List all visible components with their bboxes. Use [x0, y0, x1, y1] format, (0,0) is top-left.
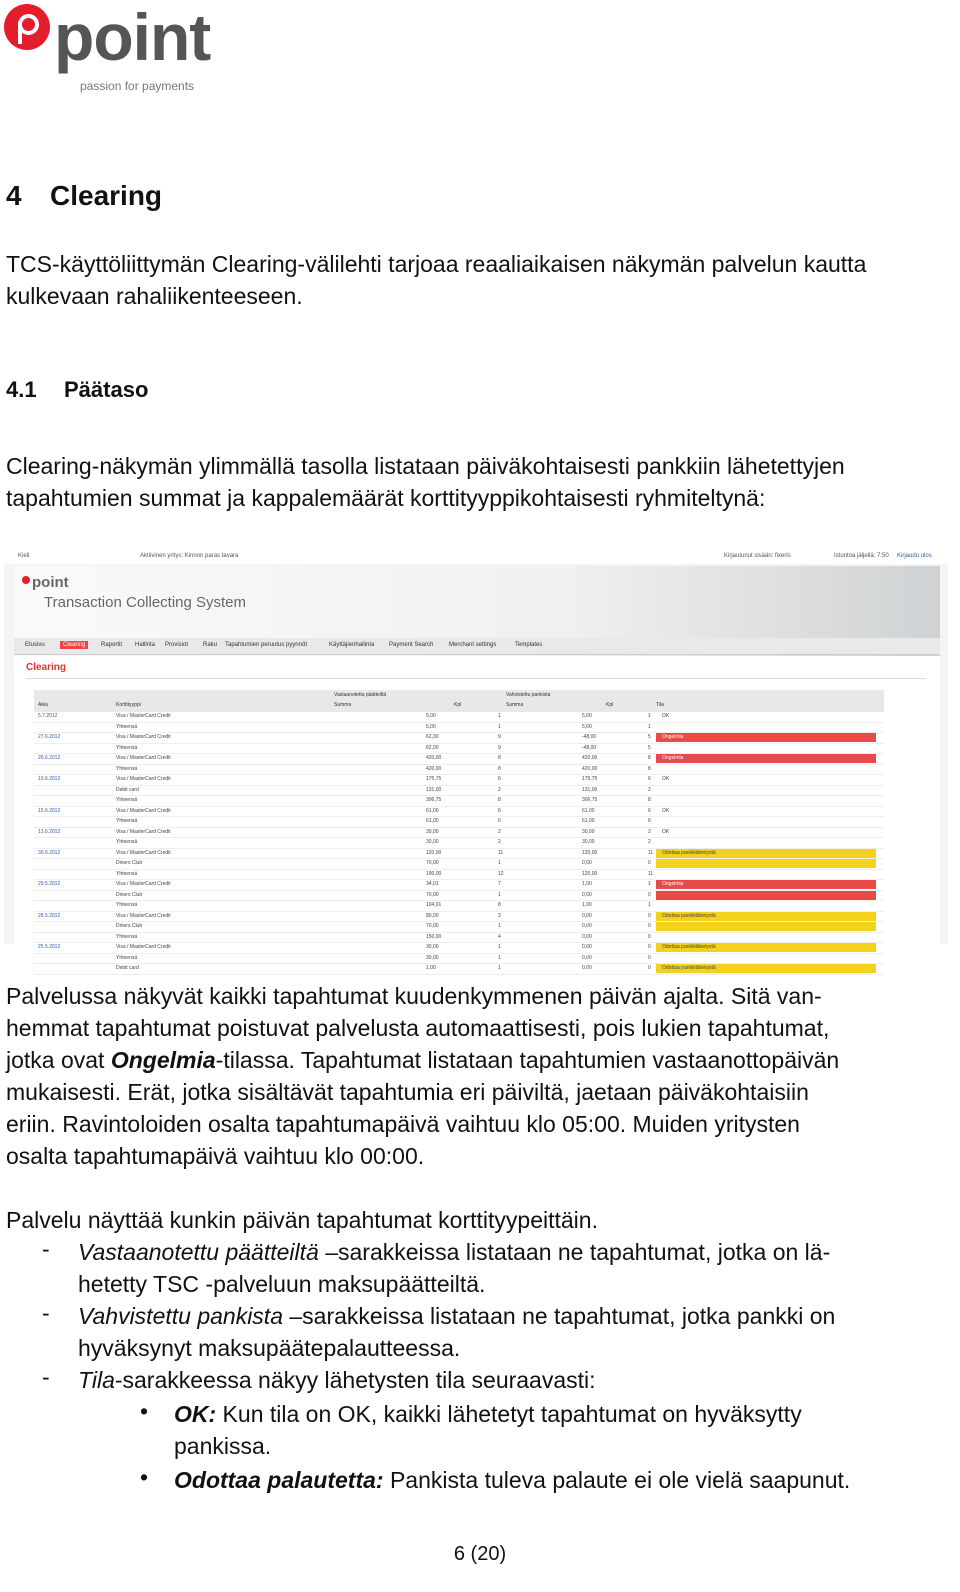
confirmed-sum-cell: 61,00: [582, 818, 595, 824]
p1-line-5: eriin. Ravintoloiden osalta tapahtumapäivä vaihtuu klo 05:00. Muiden yritysten: [6, 1111, 800, 1137]
card-type-cell: Yhteensä: [116, 933, 138, 940]
table-row[interactable]: [34, 964, 884, 975]
confirmed-sum-cell: 420,00: [582, 755, 598, 761]
item1-line1: –sarakkeissa listataan ne tapahtumat, jotka on lä-: [318, 1239, 831, 1265]
received-sum-cell: 61,00: [426, 818, 439, 824]
received-sum-cell: 30,00: [426, 954, 439, 961]
confirmed-count-cell: 6: [648, 776, 651, 782]
status-cell: [656, 880, 876, 889]
status-label: Ongelmia: [662, 755, 684, 761]
item2-line1: –sarakkeissa listataan ne tapahtumat, jotka pankki on: [283, 1303, 836, 1329]
tab-hallinta[interactable]: Hallinta: [135, 642, 156, 648]
received-sum-cell: 190,00: [426, 870, 442, 877]
table-row[interactable]: [34, 870, 884, 881]
p1-line-2: hemmat tapahtumat poistuvat palvelusta automaattisesti, pois lukien tapahtumat,: [6, 1015, 830, 1041]
received-sum-cell: 70,00: [426, 891, 439, 898]
card-type-cell: Visa / MasterCard Credit: [116, 734, 171, 740]
table-row[interactable]: [34, 765, 884, 776]
table-row[interactable]: [34, 838, 884, 849]
received-sum-cell: 61,00: [426, 807, 439, 814]
tab-templates[interactable]: Templates: [515, 642, 543, 648]
p1-line-3-b: -tilassa. Tapahtumat listataan tapahtumien vastaanottopäivän: [215, 1047, 840, 1073]
received-count-cell: 1: [498, 944, 501, 950]
received-count-cell: 11: [498, 849, 504, 856]
received-count-cell: 2: [498, 786, 501, 793]
tab-raportit[interactable]: Raportit: [101, 642, 123, 648]
received-sum-cell: 150,00: [426, 933, 442, 940]
status-cell: [656, 775, 876, 784]
card-type-cell: Yhteensä: [116, 723, 138, 730]
tcs-topbar: [4, 548, 948, 564]
tab-payment-search[interactable]: Payment Search: [389, 642, 434, 648]
active-company[interactable]: Aktiivinen yritys: Kinnon paras tavara: [140, 553, 239, 559]
confirmed-count-cell: 0: [648, 891, 651, 898]
clearing-title: Clearing: [26, 662, 67, 673]
received-count-cell: 6: [498, 776, 501, 782]
received-count-cell: 1: [498, 891, 501, 898]
table-row[interactable]: [34, 733, 884, 744]
language-label: Kieli: [18, 553, 30, 559]
status-cell: [656, 754, 876, 763]
card-type-cell: Visa / MasterCard Credit: [116, 776, 171, 782]
col-tila[interactable]: Tila: [656, 702, 664, 708]
table-row[interactable]: [34, 933, 884, 944]
received-sum-cell: 70,00: [426, 860, 439, 866]
divider: [26, 678, 926, 679]
status-cell: [656, 733, 876, 742]
dash-3: -: [42, 1364, 50, 1390]
table-row[interactable]: [34, 754, 884, 765]
ongelmia-term: Ongelmia: [110, 1047, 216, 1073]
term-tila: Tila: [78, 1367, 115, 1393]
confirmed-sum-cell: 0,00: [582, 891, 592, 898]
status-cell: [656, 922, 876, 931]
received-count-cell: 9: [498, 744, 501, 751]
confirmed-count-cell: 1: [648, 713, 651, 719]
card-type-cell: Visa / MasterCard Credit: [116, 713, 171, 719]
tab-raku[interactable]: Raku: [203, 642, 218, 648]
confirmed-count-cell: 5: [648, 734, 651, 740]
status-cell: [656, 807, 876, 816]
card-type-cell: Visa / MasterCard Credit: [116, 912, 171, 919]
status-cell: [656, 870, 876, 879]
item2-line2: hyväksynyt maksupäätepalautteessa.: [78, 1335, 461, 1361]
table-row[interactable]: [34, 775, 884, 786]
confirmed-sum-cell: 131,00: [582, 786, 598, 793]
confirmed-count-cell: 6: [648, 818, 651, 824]
card-type-cell: Debit card: [116, 965, 139, 971]
table-row[interactable]: [34, 744, 884, 755]
confirmed-count-cell: 0: [648, 944, 651, 950]
confirmed-count-cell: 2: [648, 786, 651, 793]
confirmed-sum-cell: 30,00: [582, 839, 595, 845]
status-cell: [656, 933, 876, 942]
table-row[interactable]: [34, 880, 884, 891]
received-count-cell: 7: [498, 881, 501, 887]
received-count-cell: 3: [498, 912, 501, 919]
p1-line-4: mukaisesti. Erät, jotka sisältävät tapahtumia eri päiviltä, jaetaan päiväkohtaisiin: [6, 1079, 809, 1105]
received-sum-cell: 62,00: [426, 744, 439, 751]
col-kpl[interactable]: Kpl: [454, 702, 462, 708]
b1-line2: pankissa.: [174, 1433, 272, 1459]
bullet-2: •: [140, 1464, 149, 1490]
subsection-intro: Clearing-näkymän ylimmällä tasolla listataan päiväkohtaisesti pankkiin lähetettyjen tapahtumien summat ja kappalemäärät korttityyppikohtaisesti ryhmiteltynä:: [6, 453, 845, 511]
received-count-cell: 9: [498, 734, 501, 740]
bullet-item-odottaa: [174, 1464, 914, 1496]
received-sum-cell: 5,00: [426, 713, 436, 719]
received-count-cell: 2: [498, 839, 501, 845]
status-label: OK: [662, 828, 670, 835]
tcs-logo-dot: [22, 576, 30, 584]
col-kpl-2[interactable]: Kpl: [606, 702, 614, 708]
intro-paragraph: TCS-käyttöliittymän Clearing-välilehti tarjoaa reaaliaikaisen näkymän palvelun kautta kulkevaan rahaliikenteeseen.: [6, 251, 867, 309]
received-sum-cell: 30,00: [426, 944, 439, 950]
received-count-cell: 1: [498, 923, 501, 929]
received-count-cell: 1: [498, 723, 501, 730]
table-row[interactable]: [34, 943, 884, 954]
card-type-cell: Diners Club: [116, 860, 143, 866]
tab-merchant-settings[interactable]: Merchant settings: [449, 642, 497, 648]
confirmed-count-cell: 6: [648, 807, 651, 814]
received-count-cell: 1: [498, 954, 501, 961]
clearing-table: [34, 690, 884, 975]
confirmed-count-cell: 8: [648, 797, 651, 803]
tab-käyttäjienhallinta[interactable]: Käyttäjienhallinta: [329, 642, 375, 648]
table-row[interactable]: [34, 723, 884, 734]
confirmed-sum-cell: 1,00: [582, 881, 592, 887]
received-sum-cell: 30,00: [426, 828, 439, 835]
card-type-cell: Visa / MasterCard Credit: [116, 881, 171, 887]
confirmed-sum-cell: 61,00: [582, 807, 595, 814]
received-count-cell: 8: [498, 902, 501, 908]
card-type-cell: Visa / MasterCard Credit: [116, 755, 171, 761]
confirmed-sum-cell: 5,00: [582, 723, 592, 730]
confirmed-sum-cell: -48,00: [582, 734, 597, 740]
subsection-number: 4.1: [6, 377, 37, 402]
date-cell[interactable]: 25.5.2012: [38, 944, 61, 950]
received-count-cell: 8: [498, 755, 501, 761]
date-cell[interactable]: 26.6.2012: [38, 755, 61, 761]
card-type-cell: Yhteensä: [116, 797, 138, 803]
term-ok: OK:: [174, 1401, 217, 1427]
status-label: OK: [662, 776, 670, 782]
table-row[interactable]: [34, 912, 884, 923]
term-vastaanotettu: Vastaanotettu päätteiltä: [78, 1239, 319, 1265]
date-cell[interactable]: 30.5.2012: [38, 849, 61, 856]
confirmed-sum-cell: 120,00: [582, 870, 598, 877]
received-count-cell: 1: [498, 965, 501, 971]
confirmed-sum-cell: 5,00: [582, 713, 592, 719]
received-sum-cell: 120,00: [426, 849, 442, 856]
status-cell: [656, 744, 876, 753]
confirmed-count-cell: 0: [648, 860, 651, 866]
confirmed-count-cell: 1: [648, 881, 651, 887]
bullet-1: •: [140, 1398, 149, 1424]
confirmed-count-cell: 0: [648, 912, 651, 919]
status-cell: [656, 838, 876, 847]
retention-paragraph: [6, 980, 906, 1172]
received-count-cell: 8: [498, 765, 501, 772]
status-label: OK: [662, 807, 670, 814]
b2-rest: Pankista tuleva palaute ei ole vielä saapunut.: [383, 1467, 851, 1493]
received-sum-cell: 1,00: [426, 965, 436, 971]
card-type-cell: Diners Club: [116, 923, 143, 929]
item3-rest: -sarakkeessa näkyy lähetysten tila seuraavasti:: [114, 1367, 596, 1393]
logo-tagline: passion for payments: [80, 79, 195, 93]
page-number: 6 (20): [453, 1543, 507, 1565]
received-count-cell: 12: [498, 870, 504, 877]
status-label: Ongelmia: [662, 734, 684, 740]
status-cell: [656, 786, 876, 795]
status-cell: [656, 765, 876, 774]
tcs-tabbar: [14, 638, 940, 655]
status-cell: [656, 954, 876, 963]
col-summa[interactable]: Summa: [334, 702, 352, 708]
card-type-cell: Yhteensä: [116, 902, 138, 908]
table-row[interactable]: [34, 828, 884, 839]
status-label: Odottaa pankkilähetystä: [662, 965, 716, 971]
confirmed-count-cell: 2: [648, 828, 651, 835]
confirmed-sum-cell: 0,00: [582, 933, 592, 940]
received-sum-cell: 175,75: [426, 776, 442, 782]
table-row[interactable]: [34, 859, 884, 870]
confirmed-count-cell: 1: [648, 902, 651, 908]
card-type-paragraph: Palvelu näyttää kunkin päivän tapahtumat korttityypeittäin.: [6, 1207, 598, 1233]
dash-2: -: [42, 1300, 50, 1326]
received-sum-cell: 62,00: [426, 734, 439, 740]
col-korttityyppi[interactable]: Korttityyppi: [116, 702, 141, 708]
received-count-cell: 6: [498, 818, 501, 824]
status-cell: [656, 723, 876, 732]
confirmed-count-cell: 11: [648, 870, 654, 877]
status-cell: [656, 891, 876, 900]
confirmed-count-cell: 11: [648, 849, 654, 856]
confirmed-count-cell: 8: [648, 765, 651, 772]
b1-line1: Kun tila on OK, kaikki lähetetyt tapahtumat on hyväksytty: [216, 1401, 802, 1427]
section-number: 4: [6, 180, 22, 211]
card-type-cell: Debit card: [116, 786, 139, 793]
received-sum-cell: 30,00: [426, 839, 439, 845]
confirmed-sum-cell: 0,00: [582, 944, 592, 950]
status-label: Odottaa pankkilähetystä: [662, 849, 716, 856]
col-vastaanotettu: Vastaanotettu päätteiltä: [334, 692, 387, 698]
received-count-cell: 2: [498, 828, 501, 835]
logo-wordmark: point: [54, 0, 211, 74]
confirmed-sum-cell: 175,75: [582, 776, 598, 782]
received-sum-cell: 80,00: [426, 912, 439, 919]
table-row[interactable]: [34, 891, 884, 902]
card-type-cell: Yhteensä: [116, 765, 138, 772]
table-row[interactable]: [34, 796, 884, 807]
status-cell: [656, 817, 876, 826]
table-row[interactable]: [34, 901, 884, 912]
table-row[interactable]: [34, 712, 884, 723]
section-title: Clearing: [50, 180, 163, 211]
tab-clearing[interactable]: Clearing: [60, 641, 88, 649]
status-label: Odottaa pankkilähetystä: [662, 912, 716, 919]
confirmed-count-cell: 0: [648, 933, 651, 940]
card-type-cell: Yhteensä: [116, 744, 138, 751]
status-cell: [656, 712, 876, 721]
date-cell[interactable]: 5.7.2012: [38, 713, 58, 719]
logout-link[interactable]: Kirjaudu ulos: [897, 553, 932, 559]
status-label: Ongelmia: [662, 881, 684, 887]
table-row[interactable]: [34, 849, 884, 860]
confirmed-count-cell: 0: [648, 923, 651, 929]
list-item-vahvistettu: [78, 1300, 908, 1364]
confirmed-sum-cell: -48,00: [582, 744, 597, 751]
status-cell: [656, 901, 876, 910]
confirmed-sum-cell: 0,00: [582, 954, 592, 961]
card-type-cell: Diners Club: [116, 891, 143, 898]
col-summa-2[interactable]: Summa: [506, 702, 524, 708]
confirmed-count-cell: 1: [648, 723, 651, 730]
subsection-title: Päätaso: [64, 377, 149, 402]
tcs-app-title: Transaction Collecting System: [44, 594, 247, 611]
item1-line2: hetetty TSC -palveluun maksupäätteiltä.: [78, 1271, 486, 1297]
point-logo-mark: [4, 4, 50, 50]
status-cell: [656, 828, 876, 837]
received-count-cell: 4: [498, 933, 501, 940]
confirmed-sum-cell: 1,00: [582, 902, 592, 908]
col-aika[interactable]: Aika: [38, 702, 48, 708]
p1-line-3: [6, 1044, 906, 1076]
card-type-cell: Visa / MasterCard Credit: [116, 849, 171, 856]
table-row[interactable]: [34, 817, 884, 828]
status-label: OK: [662, 713, 670, 719]
confirmed-count-cell: 0: [648, 954, 651, 961]
confirmed-count-cell: 8: [648, 755, 651, 761]
bullet-item-ok: [174, 1398, 914, 1462]
confirmed-sum-cell: 0,00: [582, 923, 592, 929]
confirmed-count-cell: 0: [648, 965, 651, 971]
received-count-cell: 1: [498, 713, 501, 719]
table-header: [34, 690, 884, 712]
received-count-cell: 6: [498, 807, 501, 814]
received-sum-cell: 5,00: [426, 723, 436, 730]
tab-provisiot[interactable]: Provisiot: [165, 642, 189, 648]
date-cell[interactable]: 27.6.2012: [38, 734, 61, 740]
card-type-cell: Yhteensä: [116, 818, 138, 824]
card-type-cell: Visa / MasterCard Credit: [116, 828, 171, 835]
tcs-screenshot: [4, 548, 948, 971]
clearing-content: [14, 656, 940, 971]
received-count-cell: 1: [498, 860, 501, 866]
table-row[interactable]: [34, 807, 884, 818]
confirmed-sum-cell: 306,75: [582, 797, 598, 803]
subsection-heading: [6, 377, 148, 403]
table-row[interactable]: [34, 786, 884, 797]
list-item-vastaanotettu: [78, 1236, 908, 1300]
status-label: Odottaa pankkilähetystä: [662, 944, 716, 950]
tab-tapahtumien-peruutus-pyynnöt[interactable]: Tapahtumien peruutus pyynnöt: [225, 642, 308, 648]
confirmed-sum-cell: 120,00: [582, 849, 598, 856]
received-sum-cell: 104,01: [426, 902, 442, 908]
confirmed-count-cell: 5: [648, 744, 651, 751]
confirmed-sum-cell: 0,00: [582, 860, 592, 866]
col-vahvistettu: Vahvistettu pankista: [506, 692, 551, 698]
status-cell: [656, 796, 876, 805]
section-heading: [6, 180, 162, 212]
p1-line-1: Palvelussa näkyvät kaikki tapahtumat kuudenkymmenen päivän ajalta. Sitä van-: [6, 983, 822, 1009]
list-item-tila: [78, 1364, 908, 1396]
dash-1: -: [42, 1236, 50, 1262]
card-type-cell: Yhteensä: [116, 839, 138, 845]
p1-line-6: osalta tapahtumapäivä vaihtuu klo 00:00.: [6, 1143, 425, 1169]
table-row[interactable]: [34, 954, 884, 965]
received-sum-cell: 420,00: [426, 765, 442, 772]
session-remaining: Istuntoa jäljellä: 7:50: [834, 553, 889, 559]
confirmed-sum-cell: 30,00: [582, 828, 595, 835]
card-type-cell: Visa / MasterCard Credit: [116, 944, 171, 950]
date-cell[interactable]: 28.5.2012: [38, 912, 61, 919]
received-sum-cell: 420,00: [426, 755, 442, 761]
table-body: [34, 712, 884, 975]
status-cell: [656, 859, 876, 868]
received-sum-cell: 70,00: [426, 923, 439, 929]
received-sum-cell: 306,75: [426, 797, 442, 803]
confirmed-sum-cell: 0,00: [582, 965, 592, 971]
received-sum-cell: 131,00: [426, 786, 442, 793]
card-type-cell: Yhteensä: [116, 954, 138, 961]
date-cell[interactable]: 15.6.2012: [38, 807, 61, 814]
date-cell[interactable]: 19.6.2012: [38, 776, 61, 782]
date-cell[interactable]: 13.6.2012: [38, 828, 61, 835]
tab-etusivu[interactable]: Etusivu: [25, 642, 45, 648]
p1-line-3-a: jotka ovat: [6, 1047, 111, 1073]
logged-in-as: Kirjautunut sisään: fixeris: [724, 553, 791, 559]
confirmed-sum-cell: 420,00: [582, 765, 598, 772]
confirmed-count-cell: 2: [648, 839, 651, 845]
term-odottaa-palautetta: Odottaa palautetta:: [174, 1467, 384, 1493]
card-type-cell: Visa / MasterCard Credit: [116, 807, 171, 814]
received-count-cell: 8: [498, 797, 501, 803]
received-sum-cell: 34,01: [426, 881, 439, 887]
term-vahvistettu: Vahvistettu pankista: [78, 1303, 283, 1329]
date-cell[interactable]: 29.5.2012: [38, 881, 61, 887]
card-type-cell: Yhteensä: [116, 870, 138, 877]
table-row[interactable]: [34, 922, 884, 933]
tcs-logo: point: [32, 574, 69, 591]
confirmed-sum-cell: 0,00: [582, 912, 592, 919]
